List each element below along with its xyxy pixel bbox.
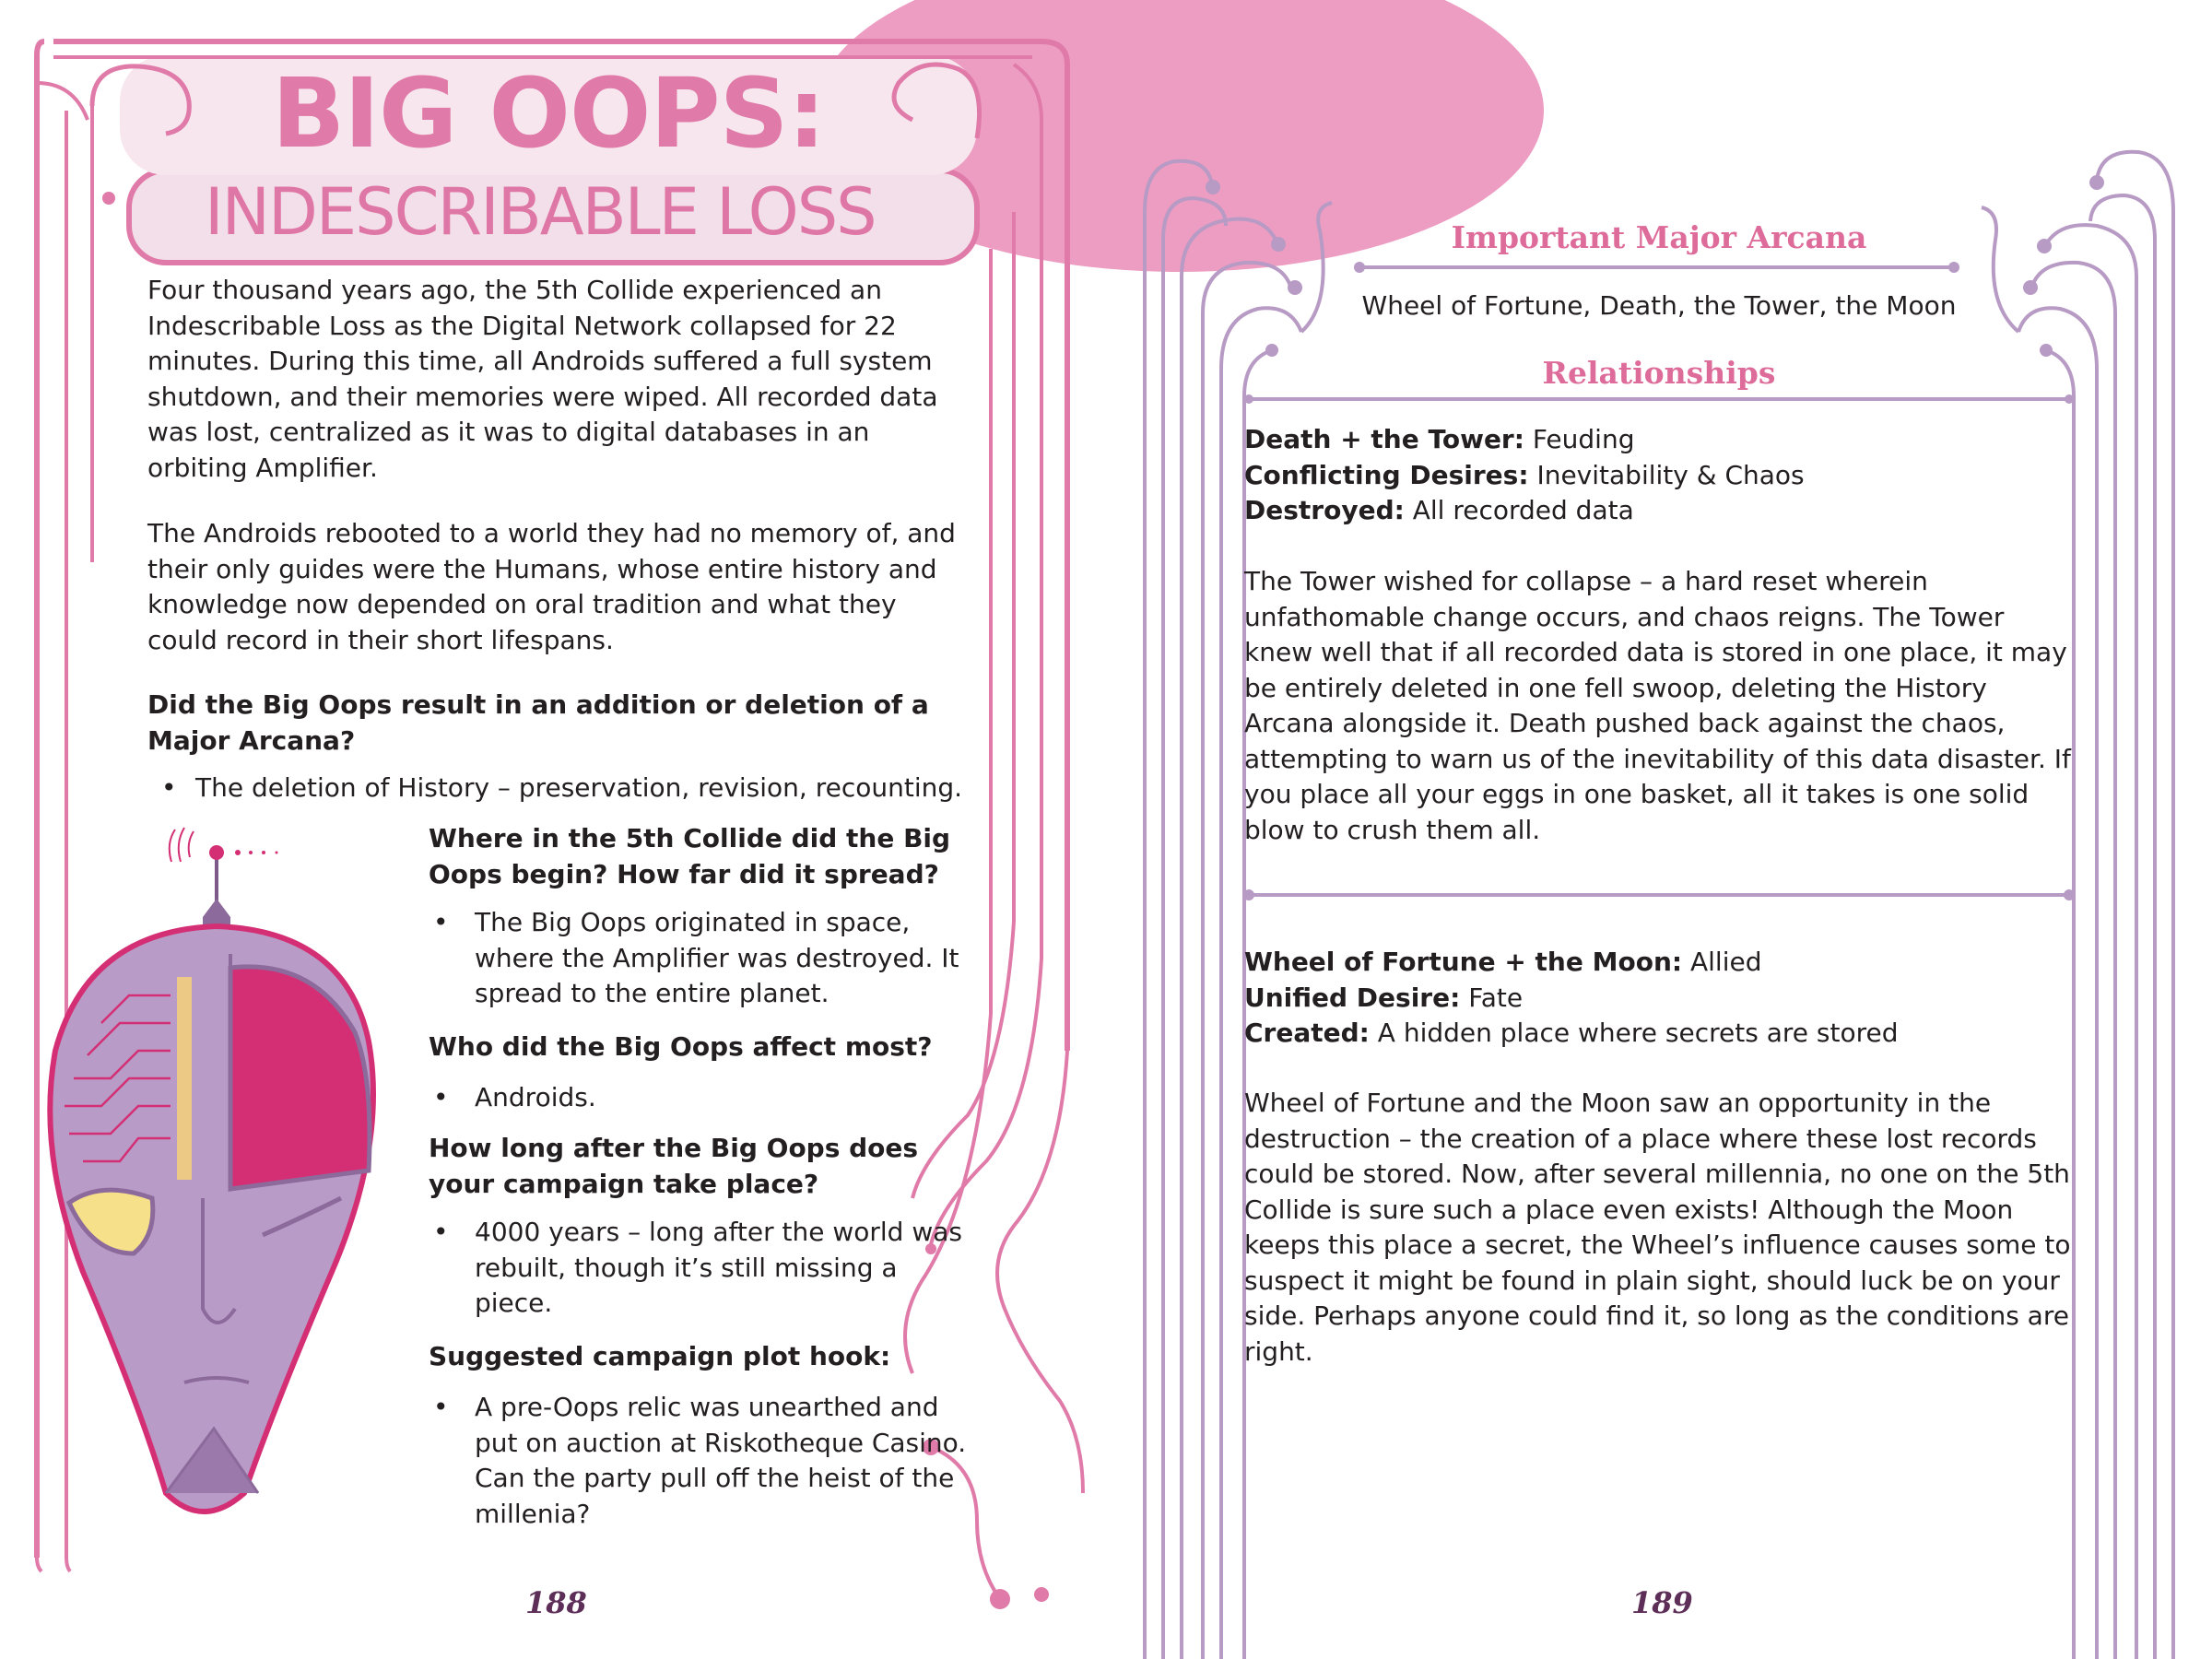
relationship-2-result [1244, 1016, 2074, 1052]
result-value: A hidden place where secrets are stored [1377, 1018, 1899, 1048]
intro-paragraph-2: The Androids rebooted to a world they had no memory of, and their only guides were the Humans, whose entire history and knowledge now depended on oral tradition and what they could record in their short lifespans. [147, 518, 956, 655]
important-arcana-heading: Important Major Arcana [1451, 219, 1867, 255]
important-arcana-list: Wheel of Fortune, Death, the Tower, the Moon [1361, 290, 1957, 321]
pair-label: Wheel of Fortune + the Moon: [1244, 947, 1683, 977]
bullet-glyph: • [433, 1392, 449, 1422]
answer-5-text: A pre-Oops relic was unearthed and put on auction at Riskotheque Casino. Can the party pull off the heist of the millenia? [475, 1392, 967, 1529]
relationships-heading: Relationships [1542, 355, 1776, 391]
answer-5 [433, 1390, 977, 1532]
pair-label: Death + the Tower: [1244, 424, 1524, 454]
relationship-1-pair [1244, 422, 2074, 458]
pair-value: Feuding [1532, 424, 1635, 454]
result-label: Created: [1244, 1018, 1370, 1048]
page-number-right: 189 [1631, 1585, 1693, 1620]
answer-3 [433, 1080, 977, 1116]
result-value: All recorded data [1412, 495, 1634, 525]
relationship-1-result [1244, 493, 2074, 529]
desire-value: Inevitability & Chaos [1536, 459, 1805, 490]
page-title-line2: INDESCRIBABLE LOSS [205, 174, 876, 250]
answer-4 [433, 1215, 977, 1322]
pair-value: Allied [1689, 947, 1762, 977]
question-4: How long after the Big Oops does your campaign take place? [429, 1133, 919, 1199]
answer-3-text: Androids. [475, 1082, 596, 1112]
relationship-1-desire [1244, 458, 2074, 494]
bullet-glyph: • [433, 907, 449, 937]
answer-1 [161, 771, 991, 806]
page-title-line1: BIG OOPS: [272, 57, 826, 170]
desire-label: Conflicting Desires: [1244, 459, 1529, 490]
result-label: Destroyed: [1244, 495, 1405, 525]
desire-value: Fate [1468, 982, 1524, 1013]
answer-1-text: The deletion of History – preservation, revision, recounting. [195, 772, 963, 803]
relationship-2-pair [1244, 945, 2074, 981]
bullet-glyph: • [161, 772, 177, 803]
desire-label: Unified Desire: [1244, 982, 1461, 1013]
intro-paragraph-1: Four thousand years ago, the 5th Collide experienced an Indescribable Loss as the Digital Network collapsed for 22 minutes. During this time, all Androids suffered a full system shutdown, and their memories were wiped. All recorded data was lost, centralized as it was to digital databases in an orbiting Amplifier. [147, 275, 938, 483]
page-number-left: 188 [525, 1585, 587, 1620]
relationship-2 [1244, 945, 2074, 1052]
answer-2 [433, 905, 977, 1012]
right-page [1106, 0, 2212, 1659]
question-5: Suggested campaign plot hook: [429, 1341, 891, 1371]
question-1: Did the Big Oops result in an addition or deletion of a Major Arcana? [147, 689, 929, 756]
bullet-glyph: • [433, 1082, 449, 1112]
bullet-glyph: • [433, 1217, 449, 1247]
relationship-2-desire [1244, 981, 2074, 1017]
answer-2-text: The Big Oops originated in space, where the Amplifier was destroyed. It spread to the entire planet. [475, 907, 959, 1008]
relationship-1-paragraph: The Tower wished for collapse – a hard reset wherein unfathomable change occurs, and chaos reigns. The Tower knew well that if all recorded data is stored in one place, it may be entirely deleted in one fell swoop, deleting the History Arcana alongside it. Death pushed back against the chaos, attempting to warn us of the inevitability of this data disaster. If you place all your eggs in one basket, all it takes is one solid blow to crush them all. [1244, 566, 2071, 845]
relationship-2-paragraph: Wheel of Fortune and the Moon saw an opportunity in the destruction – the creation of a place where these lost records could be stored. Now, after several millennia, no one on the 5th Collide is sure such a place even exists! Although the Moon keeps this place a secret, the Wheel’s influence causes some to suspect it might be found in plain sight, should luck be on your side. Perhaps anyone could find it, so long as the conditions are right. [1244, 1088, 2071, 1367]
android-head-illustration [50, 828, 373, 1512]
relationship-1 [1244, 422, 2074, 529]
answer-4-text: 4000 years – long after the world was rebuilt, though it’s still missing a piece. [475, 1217, 962, 1318]
question-2: Where in the 5th Collide did the Big Oops begin? How far did it spread? [429, 823, 951, 889]
question-3: Who did the Big Oops affect most? [429, 1031, 933, 1062]
